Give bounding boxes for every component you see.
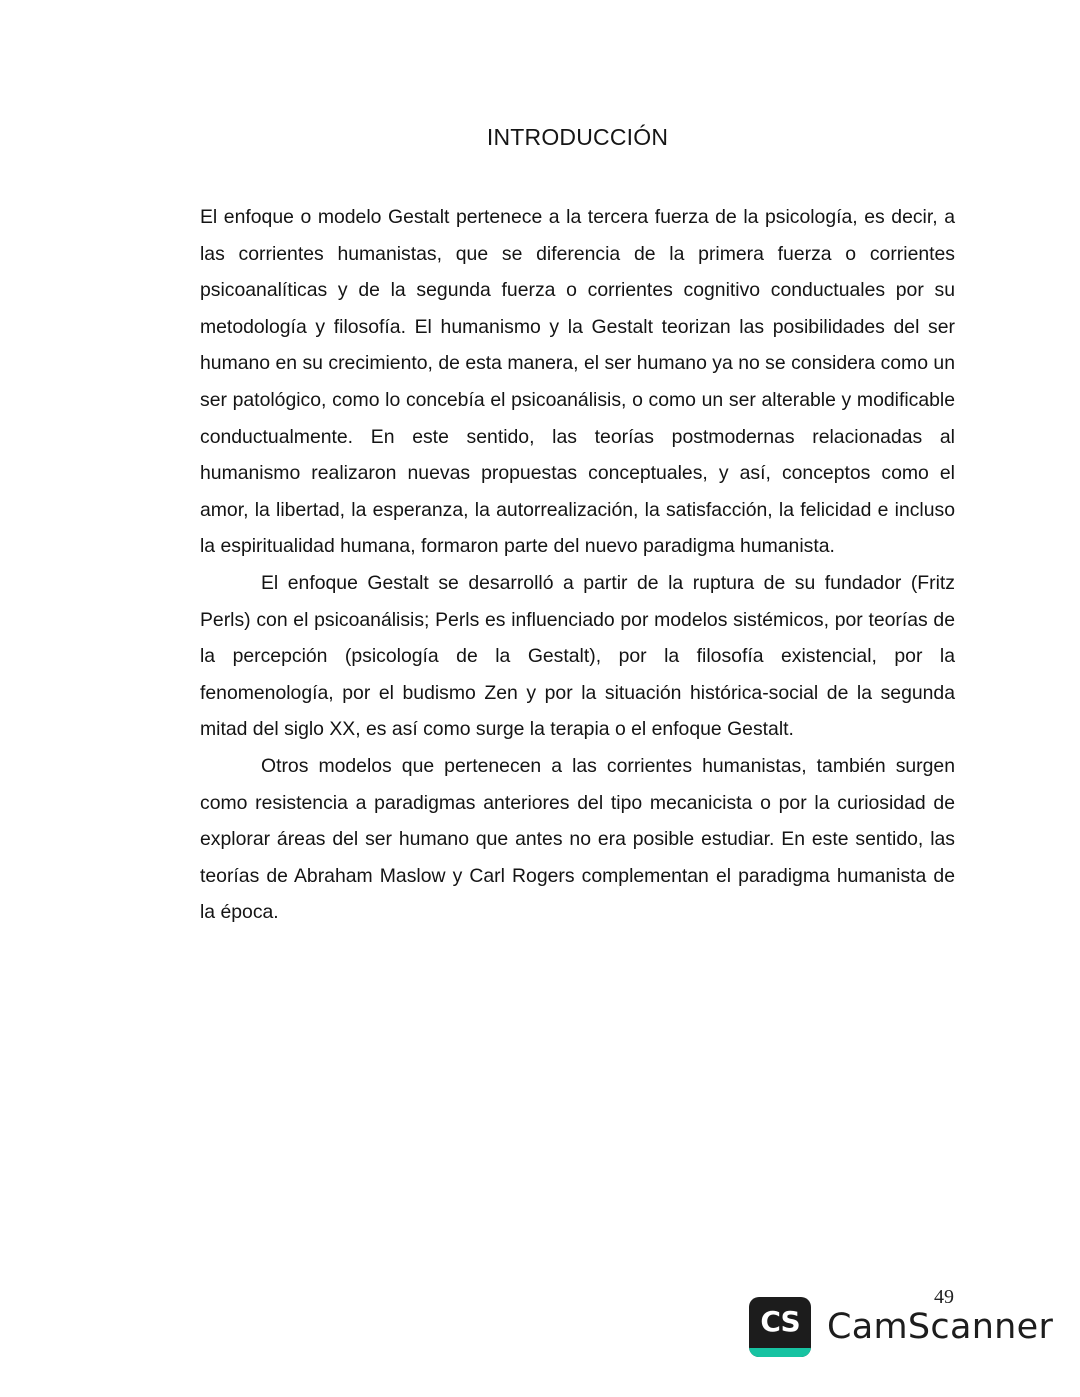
camscanner-logo-icon [749,1297,811,1357]
logo-letters: CS [760,1305,800,1338]
paragraph-3: Otros modelos que pertenecen a las corrientes humanistas, también surgen como resistencia a paradigmas anteriores del tipo mecanicista o por la curiosidad de explorar áreas del ser humano que antes no era posible estudiar. En este sentido, las teorías de Abraham Maslow y Carl Rogers complementan el paradigma humanista de la época. [200,754,955,924]
brand-name: CamScanner [827,1307,1054,1347]
page-number: 49 [934,1286,954,1308]
page-title: INTRODUCCIÓN [486,124,669,150]
logo-accent-bar [749,1348,811,1357]
paragraph-1: El enfoque o modelo Gestalt pertenece a la tercera fuerza de la psicología, es decir, a las corrientes humanistas, que se diferencia de la primera fuerza o corrientes psicoanalíticas y de la segunda fuerza o corrientes cognitivo conductuales por su metodología y filosofía. El humanismo y la Gestalt teorizan las posibilidades del ser humano en su crecimiento, de esta manera, el ser humano ya no se considera como un ser patológico, como lo concebía el psicoanálisis, o como un ser alterable y modificable conductualmente. En este sentido, las teorías postmodernas relacionadas al humanismo realizaron nuevas propuestas conceptuales, y así, conceptos como el amor, la libertad, la esperanza, la autorrealización, la satisfacción, la felicidad e incluso la espiritualidad humana, formaron parte del nuevo paradigma humanista. [200,206,955,558]
camscanner-watermark [749,1296,1053,1358]
body-text [200,199,955,931]
paragraph-2: El enfoque Gestalt se desarrolló a partir de la ruptura de su fundador (Fritz Perls) con el psicoanálisis; Perls es influenciado por modelos sistémicos, por teorías de la percepción (psicología de la Gestalt), por la filosofía existencial, por la fenomenología, por el budismo Zen y por la situación histórica-social de la segunda mitad del siglo XX, es así como surge la terapia o el enfoque Gestalt. [200,571,955,741]
